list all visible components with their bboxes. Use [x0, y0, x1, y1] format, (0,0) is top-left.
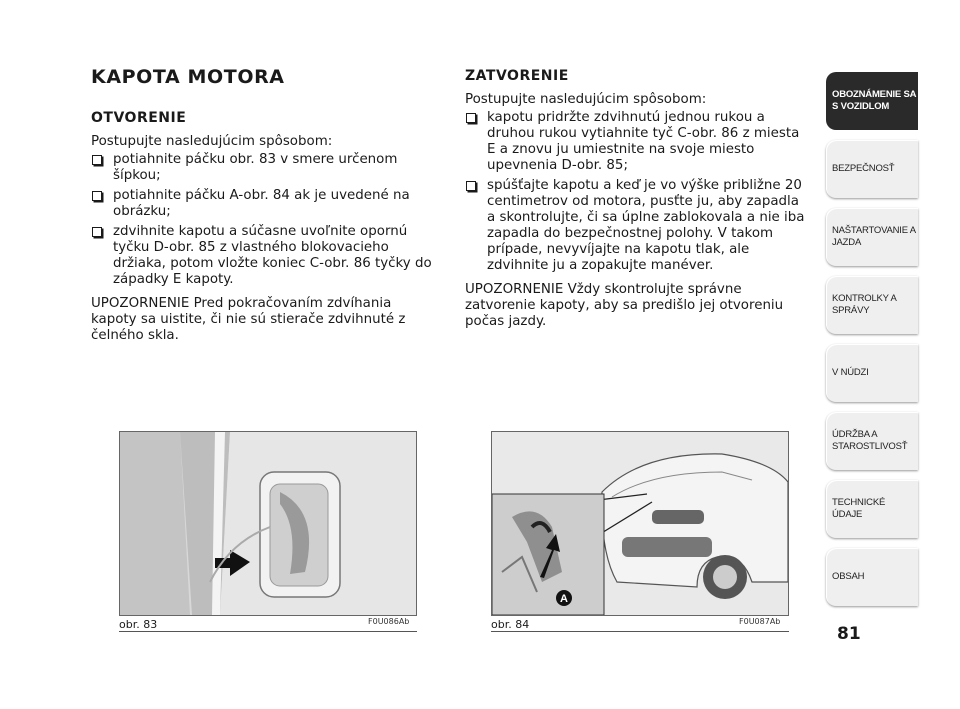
list-item: potiahnite páčku obr. 83 v smere určenom šípkou; — [91, 152, 436, 184]
checkbox-bullet-icon — [466, 113, 476, 123]
checkbox-bullet-icon — [92, 191, 102, 201]
figure-hood-release-lever — [119, 431, 417, 616]
figure-84-code: F0U087Ab — [739, 617, 781, 626]
section-opening — [91, 110, 436, 344]
tab-emergency[interactable]: V NÚDZI — [826, 344, 918, 402]
car-front-illustration — [492, 432, 788, 615]
list-item: zdvihnite kapotu a súčasne uvoľnite opornú tyčku D-obr. 85 z vlastného blokovacieho držiaka, potom vložte koniec C-obr. 86 tyčky do západky E kapoty. — [91, 224, 436, 288]
figure-84-divider — [491, 631, 789, 632]
checkbox-bullet-icon — [92, 155, 102, 165]
tab-vehicle-intro[interactable]: OBOZNÁMENIE SA S VOZIDLOM — [826, 72, 918, 130]
tab-warning-lights[interactable]: KONTROLKY A SPRÁVY — [826, 276, 918, 334]
closing-warning: UPOZORNENIE Vždy skontrolujte správne zatvorenie kapoty, aby sa predišlo jej otvoreniu počas jazdy. — [465, 282, 784, 329]
section-closing — [465, 68, 810, 330]
opening-warning: UPOZORNENIE Pred pokračovaním zdvíhania kapoty sa uistite, či nie sú stierače zdvihnuté z čelného skla. — [91, 296, 406, 343]
page-number: 81 — [837, 624, 861, 644]
checkbox-bullet-icon — [92, 227, 102, 237]
list-item: spúšťajte kapotu a keď je vo výške približne 20 centimetrov od motora, pusťte ju, aby zapadla a skontrolujte, či sa úplne zablokovala a nie iba zapadla do bezpečnostnej polohy. V takom prípade, nevyvíjajte na kapotu tlak, ale zdvihnite ju a zopakujte manéver. — [465, 178, 810, 274]
hood-lever-illustration — [120, 432, 416, 615]
tab-safety[interactable]: BEZPEČNOSŤ — [826, 140, 918, 198]
chapter-tabs — [826, 72, 918, 616]
tab-starting-driving[interactable]: NAŠTARTOVANIE A JAZDA — [826, 208, 918, 266]
tab-contents[interactable]: OBSAH — [826, 548, 918, 606]
checkbox-bullet-icon — [466, 181, 476, 191]
opening-steps — [91, 152, 436, 288]
tab-technical-data[interactable]: TECHNICKÉ ÚDAJE — [826, 480, 918, 538]
closing-intro: Postupujte nasledujúcim spôsobom: — [465, 92, 707, 107]
tab-maintenance[interactable]: ÚDRŽBA A STAROSTLIVOSŤ — [826, 412, 918, 470]
figure-83-code: F0U086Ab — [368, 617, 410, 626]
closing-steps — [465, 110, 810, 274]
closing-heading: ZATVORENIE — [465, 68, 569, 84]
figure-hood-safety-latch — [491, 431, 789, 616]
figure-84-caption: obr. 84 — [491, 618, 530, 631]
list-item: potiahnite páčku A-obr. 84 ak je uvedené na obrázku; — [91, 188, 436, 220]
list-item: kapotu pridržte zdvihnutú jednou rukou a druhou rukou vytiahnite tyč C-obr. 86 z miesta E a znovu ju umiestnite na svoje miesto upevnenia D-obr. 85; — [465, 110, 810, 174]
opening-intro: Postupujte nasledujúcim spôsobom: — [91, 134, 333, 149]
figure-83-caption: obr. 83 — [119, 618, 158, 631]
figure-83-divider — [119, 631, 417, 632]
callout-a-label: A — [560, 593, 568, 605]
page-title: KAPOTA MOTORA — [91, 66, 285, 88]
opening-heading: OTVORENIE — [91, 110, 187, 126]
